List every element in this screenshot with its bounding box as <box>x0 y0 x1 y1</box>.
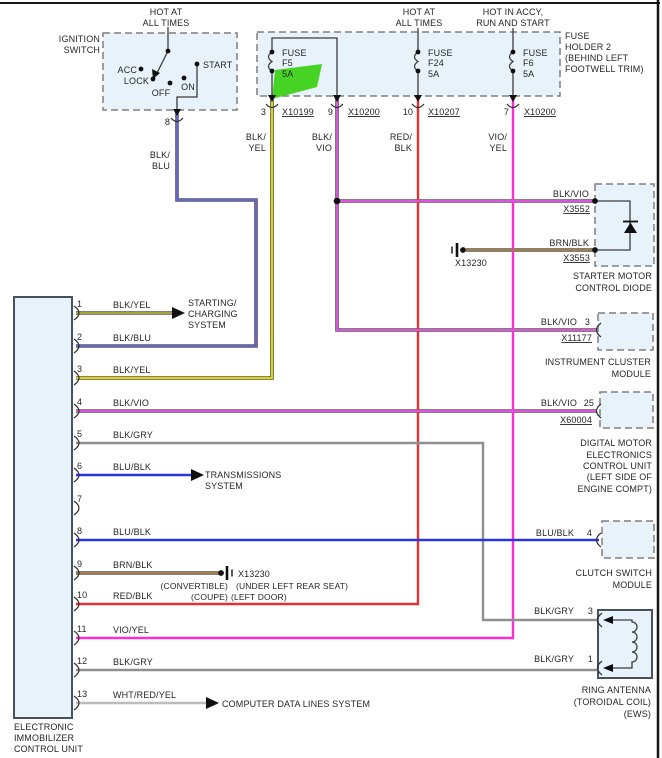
immobilizer-box <box>14 297 72 718</box>
dme-label-2: ELECTRONICS <box>586 450 652 460</box>
pin11-number: 11 <box>77 624 87 634</box>
exit3-wire: BLK/ <box>245 132 266 142</box>
pin1-wire: BLK/YEL <box>113 300 151 310</box>
hot3-label-2: RUN AND START <box>476 18 550 28</box>
fuse-f24-amps: 5A <box>428 69 440 79</box>
diode-module-label-2: CONTROL DIODE <box>575 283 652 293</box>
fuse-holder-label-2: HOLDER 2 <box>565 42 612 52</box>
wire-blk-yel-pin3 <box>76 96 272 378</box>
note-coupe: (COUPE) <box>191 592 228 602</box>
fuse-f6-amps: 5A <box>523 69 535 79</box>
pin4-number: 4 <box>77 397 83 407</box>
x13230-plug-pin9 <box>218 566 232 580</box>
cluster-wire: BLK/VIO <box>540 317 577 327</box>
wire-blk-vio-main <box>337 96 597 330</box>
diode-top-wire: BLK/VIO <box>552 189 589 199</box>
transmissions-system-label: TRANSMISSIONS <box>205 470 282 480</box>
clutch-label: CLUTCH SWITCH <box>575 568 652 578</box>
labels <box>14 7 652 754</box>
pos-off-label: OFF <box>151 88 171 98</box>
cluster-pin: 3 <box>584 317 590 327</box>
pin4-wire: BLK/VIO <box>113 398 150 408</box>
antenna-label: RING ANTENNA <box>581 685 651 695</box>
pin11-wire: VIO/YEL <box>113 625 150 635</box>
fuse-holder-label: FUSE <box>565 31 590 41</box>
pin3-wire: BLK/YEL <box>113 365 151 375</box>
cluster-label-2: MODULE <box>611 369 651 379</box>
antenna-top-wire: BLK/GRY <box>534 606 574 616</box>
cluster-label: INSTRUMENT CLUSTER <box>544 357 651 367</box>
fuse-f5-name: FUSE <box>282 48 307 58</box>
pin9-number: 9 <box>77 559 83 569</box>
ignition-switch-label-2: SWITCH <box>63 45 100 55</box>
pin5-wire: BLK/GRY <box>113 430 153 440</box>
junction-dot <box>334 198 341 205</box>
exit3-pin: 3 <box>260 107 266 117</box>
clutch-switch-box <box>602 521 654 558</box>
transmissions-system-label-2: SYSTEM <box>205 481 243 491</box>
exit7-pin: 7 <box>503 107 509 117</box>
system-arrow-icons <box>172 307 219 709</box>
pin10-number: 10 <box>77 590 88 600</box>
diode-module-label: STARTER MOTOR <box>573 271 652 281</box>
pin8-number: 8 <box>77 526 83 536</box>
pos-lock-label: LOCK <box>123 76 149 86</box>
pin6-number: 6 <box>77 461 83 471</box>
pin2-number: 2 <box>77 332 83 342</box>
immobilizer-label: ELECTRONIC <box>14 722 74 732</box>
x13230-pin9-id: X13230 <box>238 569 270 579</box>
diode-bottom-conn: X3553 <box>563 253 590 263</box>
pin13-number: 13 <box>77 689 88 699</box>
pin9-wire: BRN/BLK <box>113 560 153 570</box>
antenna-label-2: (TOROIDAL COIL) <box>573 697 651 707</box>
ignition-wire-label-2: BLU <box>152 161 170 171</box>
immobilizer-label-2: IMMOBILIZER <box>14 733 75 743</box>
note-left-door: (LEFT DOOR) <box>231 592 287 602</box>
exit9-wire: BLK/ <box>311 132 332 142</box>
fuse-f5-amps: 5A <box>282 69 294 79</box>
hot2-label-2: ALL TIMES <box>395 18 443 28</box>
pin3-number: 3 <box>77 364 83 374</box>
note-convertible: (CONVERTIBLE) <box>160 581 228 591</box>
pin7-number: 7 <box>77 494 83 504</box>
dme-wire: BLK/VIO <box>540 398 577 408</box>
pos-start-label: START <box>203 60 233 70</box>
pin6-wire: BLU/BLK <box>113 462 152 472</box>
pos-on-label: ON <box>181 82 195 92</box>
instrument-cluster-box <box>598 313 653 350</box>
cluster-conn: X11177 <box>561 333 592 343</box>
exit10-wire-2: BLK <box>394 143 412 153</box>
fuse-f24-name: FUSE <box>428 48 453 58</box>
hot3-label: HOT IN ACCY, <box>482 7 544 17</box>
pin8-wire: BLU/BLK <box>113 527 152 537</box>
dme-pin: 25 <box>583 398 594 408</box>
exit3-conn: X10199 <box>282 107 314 117</box>
dme-label-5: ENGINE COMPT) <box>577 484 652 494</box>
starter-diode-box <box>595 184 654 266</box>
dme-box <box>600 392 653 428</box>
exit7-conn: X10200 <box>524 107 556 117</box>
clutch-wire: BLU/BLK <box>535 528 574 538</box>
pin5-number: 5 <box>77 429 83 439</box>
fuse-f6-id: F6 <box>523 58 534 68</box>
antenna-label-3: (EWS) <box>623 709 651 719</box>
exit9-pin: 9 <box>327 107 333 117</box>
clutch-pin: 4 <box>586 528 592 538</box>
antenna-bottom-pin: 1 <box>587 654 593 664</box>
note-under-left-rear-seat: (UNDER LEFT REAR SEAT) <box>236 581 349 591</box>
wire-blk-gry-pin5 <box>76 443 599 620</box>
computer-data-lines-label: COMPUTER DATA LINES SYSTEM <box>222 699 371 709</box>
antenna-bottom-wire: BLK/GRY <box>534 654 574 664</box>
exit7-wire-2: YEL <box>489 143 507 153</box>
ignition-pin8-label: 8 <box>164 117 170 127</box>
hot1-label: HOT AT <box>149 7 183 17</box>
pin10-wire: RED/BLK <box>113 591 153 601</box>
dme-label-4: (LEFT SIDE OF <box>586 472 652 482</box>
diode-top-conn: X3552 <box>563 204 590 214</box>
clutch-label-2: MODULE <box>612 580 652 590</box>
pin12-number: 12 <box>77 656 88 666</box>
exit9-wire-2: VIO <box>316 143 332 153</box>
exit10-pin: 10 <box>402 107 413 117</box>
x13230-plug-diode <box>452 243 466 257</box>
exit7-wire: VIO/ <box>488 132 507 142</box>
pin2-wire: BLK/BLU <box>113 333 152 343</box>
fuse-f5-id: F5 <box>282 58 293 68</box>
hot1-label-2: ALL TIMES <box>142 18 190 28</box>
ignition-switch-label: IGNITION <box>58 34 100 44</box>
starting-system-label-2: CHARGING <box>188 309 238 319</box>
starting-system-label-3: SYSTEM <box>188 320 226 330</box>
immobilizer-label-3: CONTROL UNIT <box>14 744 83 754</box>
hot2-label: HOT AT <box>402 7 436 17</box>
dme-conn: X60004 <box>560 415 592 425</box>
fuse-holder-label-4: FOOTWELL TRIM) <box>565 64 644 74</box>
dme-label: DIGITAL MOTOR <box>580 438 652 448</box>
exit10-conn: X10207 <box>428 107 460 117</box>
fuse-f24-id: F24 <box>428 58 444 68</box>
ignition-wire-label: BLK/ <box>149 150 170 160</box>
exit3-wire-2: YEL <box>248 143 266 153</box>
fuse-f6-name: FUSE <box>523 48 548 58</box>
pin1-number: 1 <box>77 299 83 309</box>
fuse-holder-label-3: (BEHIND LEFT <box>565 53 629 63</box>
starting-system-label: STARTING/ <box>188 298 237 308</box>
pin12-wire: BLK/GRY <box>113 657 153 667</box>
pos-acc-label: ACC <box>117 65 137 75</box>
exit10-wire: RED/ <box>389 132 412 142</box>
pin13-wire: WHT/RED/YEL <box>113 690 177 700</box>
antenna-top-pin: 3 <box>587 606 593 616</box>
exit9-conn: X10200 <box>348 107 380 117</box>
x13230-diode-id: X13230 <box>455 258 487 268</box>
dme-label-3: CONTROL UNIT <box>583 461 652 471</box>
diode-bottom-wire: BRN/BLK <box>549 238 589 248</box>
